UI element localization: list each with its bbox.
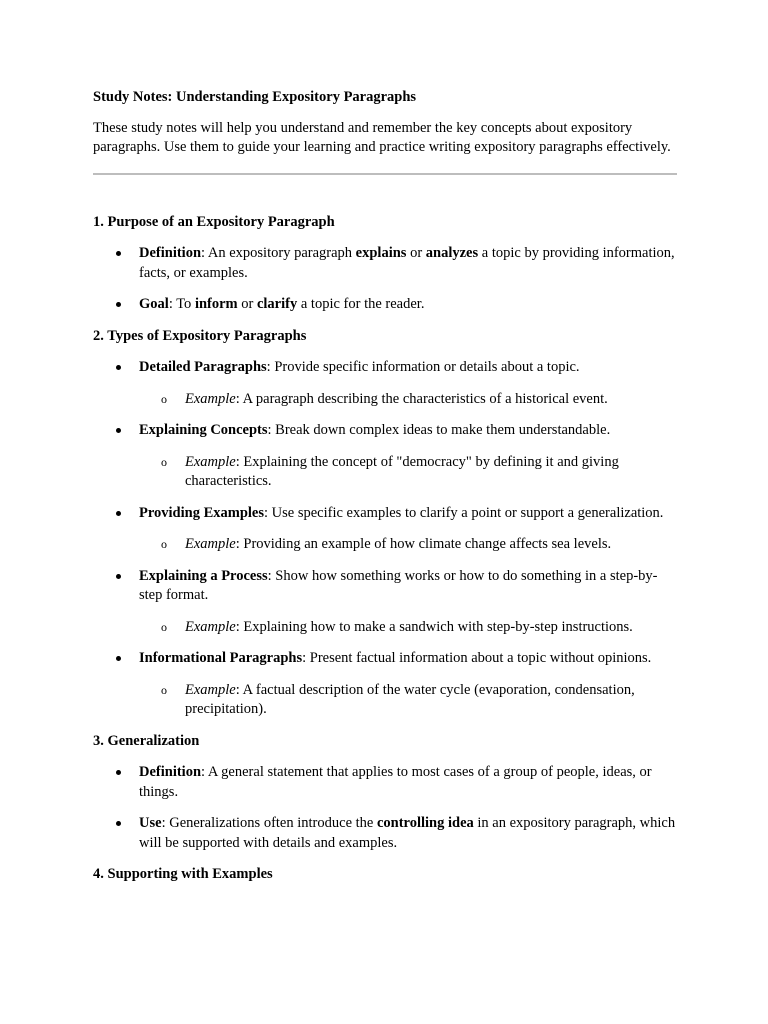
section-heading-purpose: 1. Purpose of an Expository Paragraph	[93, 213, 335, 230]
example-text: : A factual description of the water cycle (evaporation, condensation, precipitation).	[185, 681, 635, 717]
item-text: : Use specific examples to clarify a point or support a generalization.	[264, 504, 664, 521]
term-label: Explaining a Process	[139, 567, 268, 584]
emphasis-text: analyzes	[425, 245, 479, 261]
list-item	[93, 504, 677, 555]
example-item	[139, 390, 677, 410]
list-item	[93, 244, 677, 283]
emphasis-text: clarify	[256, 296, 298, 312]
section-heading-supporting-examples: 4. Supporting with Examples	[93, 866, 273, 882]
item-text: a topic for the reader.	[297, 296, 425, 312]
types-list	[93, 358, 677, 720]
example-text: : Providing an example of how climate change affects sea levels.	[235, 536, 612, 552]
example-text: : Explaining how to make a sandwich with step-by-step instructions.	[235, 618, 633, 635]
term-label: Use	[139, 815, 162, 831]
list-item	[93, 358, 677, 409]
example-list	[139, 681, 677, 720]
document-title: Study Notes: Understanding Expository Paragraphs	[93, 89, 417, 105]
emphasis-text: inform	[194, 296, 238, 312]
item-text: : Show how something works or how to do something in a step-by-step format.	[139, 567, 658, 603]
term-label: Goal	[139, 296, 169, 312]
example-list	[139, 390, 677, 410]
list-item	[93, 649, 677, 720]
example-item	[139, 453, 677, 492]
term-label: Providing Examples	[139, 504, 265, 521]
example-list	[139, 453, 677, 492]
example-label: Example	[185, 618, 236, 635]
item-text: : Present factual information about a topic without opinions.	[302, 650, 652, 666]
term-label: Definition	[139, 245, 202, 261]
example-list	[139, 535, 677, 555]
item-text: : A general statement that applies to most cases of a group of people, ideas, or things.	[139, 764, 652, 800]
example-item	[139, 535, 677, 555]
example-list	[139, 618, 677, 638]
item-text: : An expository paragraph	[201, 245, 356, 261]
horizontal-rule	[93, 173, 677, 175]
item-text: a topic by providing information, facts, or examples.	[139, 245, 675, 281]
item-text: or	[406, 245, 426, 261]
item-text: or	[237, 296, 257, 312]
example-item	[139, 681, 677, 720]
item-text: : Break down complex ideas to make them understandable.	[267, 422, 611, 438]
example-label: Example	[185, 453, 236, 470]
intro-paragraph: These study notes will help you understand and remember the key concepts about expository paragraphs. Use them to guide your learning and practice writing expository paragraphs effectively.	[93, 119, 671, 155]
example-label: Example	[185, 681, 236, 698]
example-label: Example	[185, 390, 236, 407]
term-label: Detailed Paragraphs	[139, 359, 267, 375]
term-label: Explaining Concepts	[139, 422, 268, 438]
item-text: : To	[168, 296, 195, 312]
list-item	[93, 763, 677, 802]
section-heading-generalization: 3. Generalization	[93, 732, 200, 749]
example-label: Example	[185, 536, 236, 552]
purpose-list	[93, 244, 677, 315]
list-item	[93, 295, 677, 315]
term-label: Definition	[139, 764, 202, 780]
document-content	[93, 88, 677, 885]
list-item	[93, 567, 677, 638]
list-item	[93, 421, 677, 492]
item-text: : Generalizations often introduce the	[161, 815, 377, 831]
example-item	[139, 618, 677, 638]
emphasis-text: explains	[355, 245, 407, 261]
generalization-list	[93, 763, 677, 853]
item-text: : Provide specific information or details about a topic.	[266, 359, 580, 375]
example-text: : Explaining the concept of "democracy" by defining it and giving characteristics.	[185, 453, 619, 489]
section-heading-types: 2. Types of Expository Paragraphs	[93, 327, 307, 344]
term-label: Informational Paragraphs	[139, 650, 303, 666]
emphasis-text: controlling idea	[376, 815, 474, 831]
list-item	[93, 814, 677, 853]
example-text: : A paragraph describing the characteristics of a historical event.	[235, 390, 608, 407]
item-text: in an expository paragraph, which will be supported with details and examples.	[139, 815, 676, 851]
